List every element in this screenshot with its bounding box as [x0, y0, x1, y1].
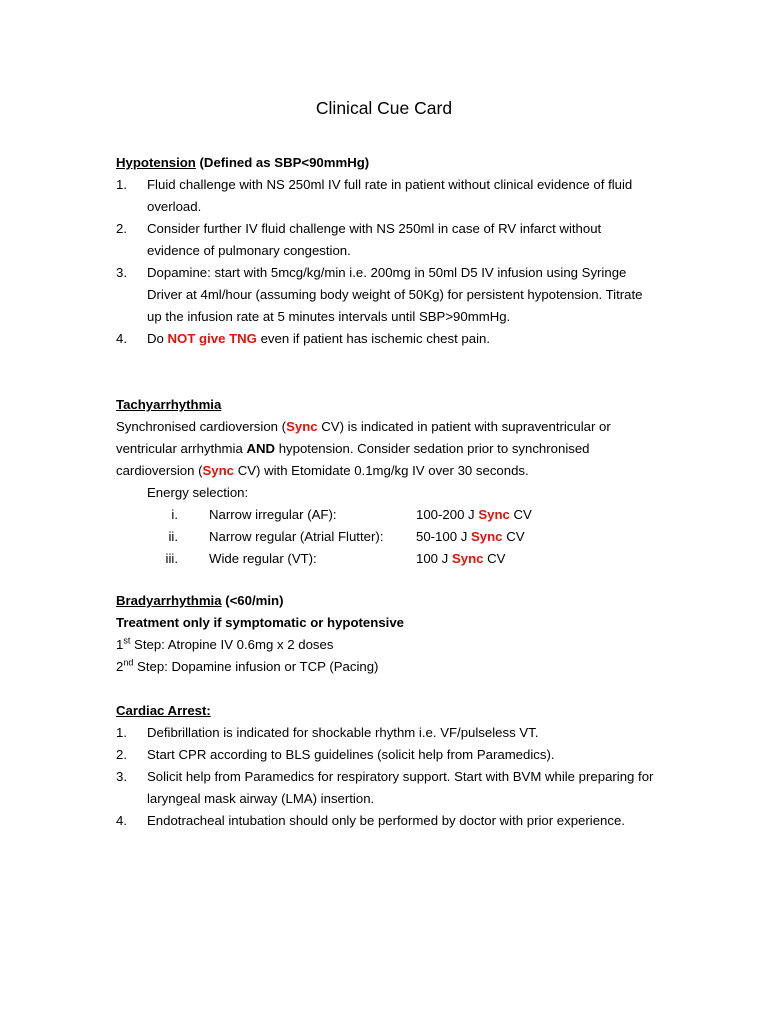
row-number: iii.	[165, 551, 178, 566]
value-pre: 100 J	[416, 551, 452, 566]
step-number: 2	[116, 659, 124, 674]
arrest-heading: Cardiac Arrest:	[116, 703, 211, 718]
step-ordinal: nd	[123, 657, 134, 668]
row-label: Wide regular (VT):	[209, 551, 317, 566]
list-text-post: even if patient has ischemic chest pain.	[256, 331, 491, 346]
list-item	[116, 810, 656, 832]
row-value	[416, 548, 505, 570]
value-pre: 50-100 J	[416, 529, 471, 544]
list-number: 2.	[116, 747, 127, 762]
sync-text: Sync	[202, 463, 235, 478]
sync-text: Sync	[451, 551, 484, 566]
list-text: Dopamine: start with 5mcg/kg/min i.e. 200mg in 50ml D5 IV infusion using Syringe Driver at 4ml/hour (assuming body weight of 50Kg) for persistent hypotension. Titrate up the infusion rate at 5 minutes intervals until SBP>90mmHg.	[147, 265, 643, 324]
brady-step-2	[116, 656, 656, 678]
hypotension-heading-line	[116, 152, 656, 174]
list-item	[116, 328, 656, 350]
energy-label: Energy selection:	[147, 485, 249, 500]
row-number: ii.	[168, 529, 178, 544]
text-run: Synchronised cardioversion (	[116, 419, 287, 434]
text-run: hypotension. Consider sedation prior to synchronised cardioversion (	[116, 441, 590, 478]
hypotension-heading-note: (Defined as SBP<90mmHg)	[195, 155, 370, 170]
list-text: Endotracheal intubation should only be performed by doctor with prior experience.	[147, 813, 625, 828]
brady-step-1	[116, 634, 656, 656]
row-label: Narrow regular (Atrial Flutter):	[209, 529, 384, 544]
list-text: Start CPR according to BLS guidelines (solicit help from Paramedics).	[147, 747, 555, 762]
list-number: 3.	[116, 769, 127, 784]
step-number: 1	[116, 637, 124, 652]
row-number: i.	[171, 507, 178, 522]
list-text: Solicit help from Paramedics for respiratory support. Start with BVM while preparing for laryngeal mask airway (LMA) insertion.	[147, 769, 654, 806]
warning-text: NOT give TNG	[167, 331, 257, 346]
text-run: CV) with Etomidate 0.1mg/kg IV over 30 seconds.	[234, 463, 529, 478]
list-number: 1.	[116, 725, 127, 740]
list-number: 4.	[116, 813, 127, 828]
list-number: 2.	[116, 221, 127, 236]
brady-section	[116, 590, 656, 678]
list-item	[116, 174, 656, 218]
brady-heading: Bradyarrhythmia	[116, 593, 222, 608]
list-item	[116, 766, 656, 810]
step-ordinal: st	[123, 635, 131, 646]
list-text: Defibrillation is indicated for shockable rhythm i.e. VF/pulseless VT.	[147, 725, 539, 740]
arrest-section	[116, 700, 656, 832]
value-post: CV	[509, 507, 532, 522]
energy-row	[116, 526, 656, 548]
page-title: Clinical Cue Card	[315, 98, 453, 118]
brady-heading-line	[116, 590, 656, 612]
sync-text: Sync	[478, 507, 510, 522]
list-item	[116, 262, 656, 328]
list-number: 1.	[116, 177, 127, 192]
list-text: Fluid challenge with NS 250ml IV full rate in patient without clinical evidence of fluid overload.	[147, 177, 633, 214]
hypotension-section	[116, 152, 656, 350]
list-item	[116, 218, 656, 262]
list-item	[116, 722, 656, 744]
sync-text: Sync	[286, 419, 318, 434]
energy-row	[116, 548, 656, 570]
tachy-section	[116, 394, 656, 570]
row-label: Narrow irregular (AF):	[209, 507, 337, 522]
list-item	[116, 744, 656, 766]
brady-heading-note: (<60/min)	[221, 593, 284, 608]
row-value	[416, 526, 525, 548]
list-number: 3.	[116, 265, 127, 280]
list-text-pre: Do	[147, 331, 168, 346]
energy-row	[116, 504, 656, 526]
hypotension-heading: Hypotension	[116, 155, 196, 170]
tachy-heading: Tachyarrhythmia	[116, 397, 222, 412]
brady-treatment: Treatment only if symptomatic or hypotensive	[116, 615, 404, 630]
value-pre: 100-200 J	[416, 507, 479, 522]
list-number: 4.	[116, 331, 127, 346]
value-post: CV	[483, 551, 506, 566]
step-text: Step: Dopamine infusion or TCP (Pacing)	[133, 659, 379, 674]
step-text: Step: Atropine IV 0.6mg x 2 doses	[130, 637, 334, 652]
sync-text: Sync	[471, 529, 503, 544]
text-run: CV) is indicated in patient with supraventricular or ventricular arrhythmia	[116, 419, 611, 456]
value-post: CV	[502, 529, 525, 544]
tachy-paragraph	[116, 416, 656, 482]
and-text: AND	[246, 441, 276, 456]
list-text: Consider further IV fluid challenge with NS 250ml in case of RV infarct without evidence of pulmonary congestion.	[147, 221, 602, 258]
row-value	[416, 504, 532, 526]
